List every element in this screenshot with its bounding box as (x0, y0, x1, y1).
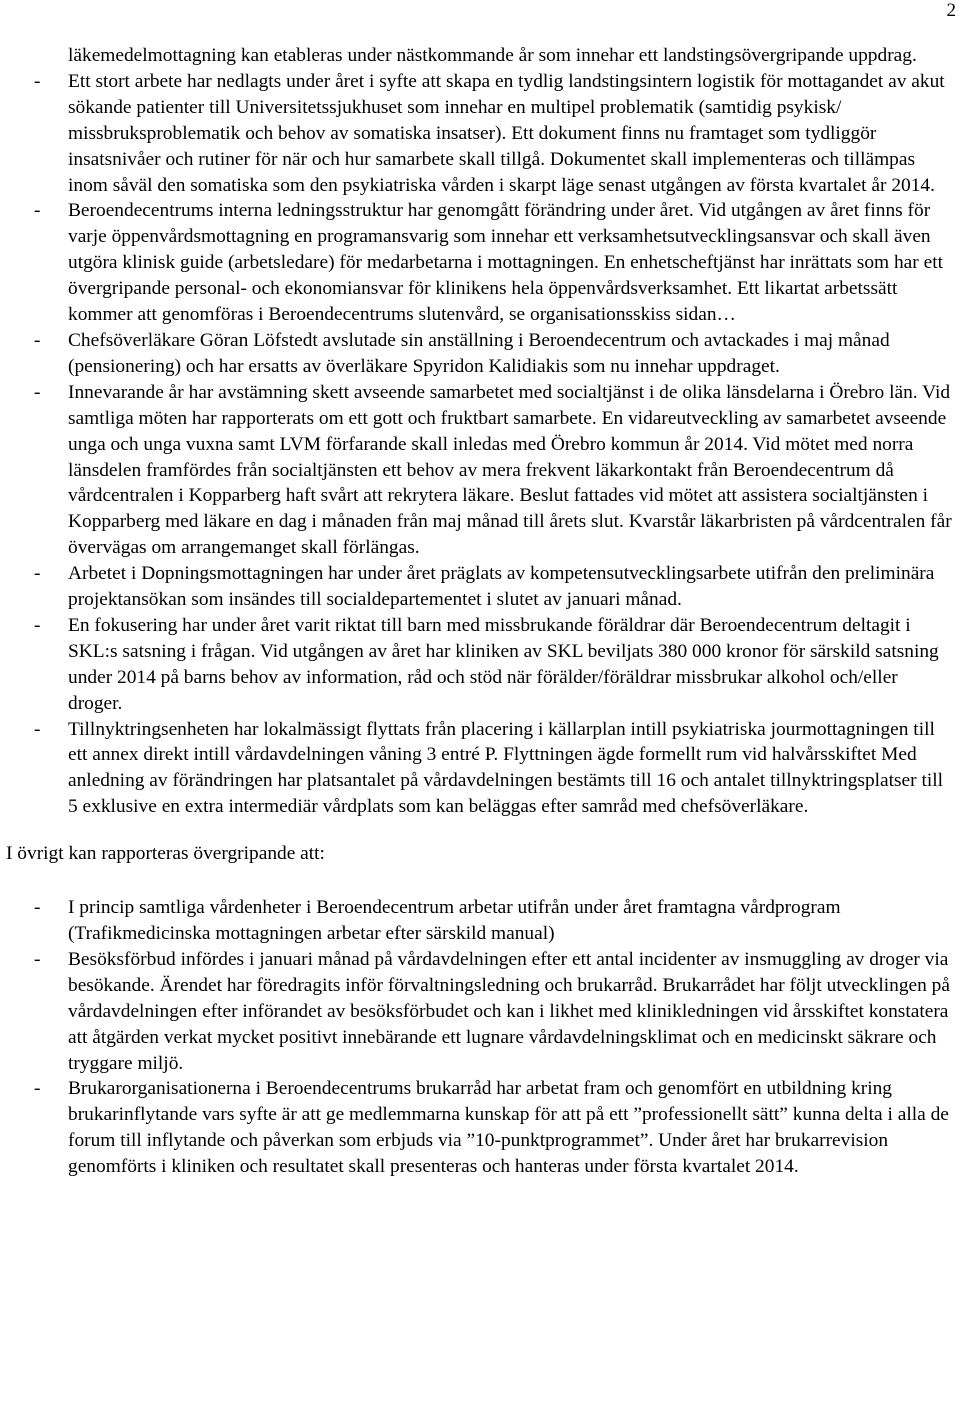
list-item-text: Brukarorganisationerna i Beroendecentrums brukarråd har arbetat fram och genomfört en utbildning kring brukarinflytande vars syfte är att ge medlemmarna kunskap för att på ett ”professionellt sätt” kunna delta i alla de forum till inflytande och påverkan som erbjuds via ”10-punktprogrammet”. Under året har brukarrevision genomförts i kliniken och resultatet skall presenteras och hanteras under första kvartalet 2014. (68, 1078, 949, 1178)
list-item-text: Chefsöverläkare Göran Löfstedt avslutade sin anställning i Beroendecentrum och avtackades i maj månad (pensionering) och har ersatts av överläkare Spyridon Kalidiakis som nu innehar uppdraget. (68, 329, 890, 377)
list-item-text: Tillnyktringsenheten har lokalmässigt flyttats från placering i källarplan intill psykiatriska jourmottagningen till ett annex direkt intill vårdavdelningen våning 3 entré P. Flyttningen ägde formellt rum vid halvårsskiftet Med anledning av förändringen har platsantalet på vårdavdelningen bestämts till 16 och antalet tillnyktringsplatser till 5 exklusive en extra intermediär vårdplats som kan beläggas efter samråd med chefsöverläkare. (68, 718, 944, 818)
bullet-dash: - (34, 329, 41, 351)
bullet-dash: - (34, 563, 41, 585)
bullet-dash: - (34, 200, 41, 222)
list-item-text: Innevarande år har avstämning skett avseende samarbetet med socialtjänst i de olika länsdelarna i Örebro län. Vid samtliga möten har rapporterats om ett gott och fruktbart samarbete. En vidareutveckling av samarbetet avseende unga och unga vuxna samt LVM förfarande skall inledas med Örebro kommun år 2014. Vid mötet med norra länsdelen framfördes från socialtjänsten ett behov av mera frekvent läkarkontakt från Beroendecentrum då vårdcentralen i Kopparberg haft svårt att rekrytera läkare. Beslut fattades vid mötet att assistera socialtjänsten i Kopparberg med läkare en dag i månaden från maj månad till årets slut. Kvarstår läkarbristen på vårdcentralen får övervägas om arrangemanget skall förlängas. (68, 381, 952, 559)
list-item (0, 947, 952, 1077)
document-body (0, 43, 960, 1180)
list-item-text: En fokusering har under året varit riktat till barn med missbrukande föräldrar där Beroendecentrum deltagit i SKL:s satsning i frågan. Vid utgången av året har kliniken av SKL beviljats 380 000 kronor för särskild satsning under 2014 på barns behov av information, råd och stöd när förälder/föräldrar missbrukar alkohol och/eller droger. (68, 614, 939, 714)
continued-paragraph: läkemedelmottagning kan etableras under nästkommande år som innehar ett landstingsövergripande uppdrag. (68, 45, 917, 66)
list-item-text: Beroendecentrums interna ledningsstruktur har genomgått förändring under året. Vid utgången av året finns för varje öppenvårdsmottagning en programansvarig som innehar ett verksamhetsutvecklingsansvar och skall även utgöra klinisk guide (arbetsledare) för medarbetarna i mottagningen. En enhetscheftjänst har inrättats som har ett övergripande personal- och ekonomiansvar för klinikens hela öppenvårdsverksamhet. Ett likartat arbetssätt kommer att genomföras i Beroendecentrums slutenvård, se organisationsskiss sidan… (68, 200, 943, 326)
bullet-dash: - (34, 1078, 41, 1100)
list-item-text: I princip samtliga vårdenheter i Beroendecentrum arbetar utifrån under året framtagna vårdprogram (Trafikmedicinska mottagningen arbetar efter särskild manual) (68, 897, 841, 944)
bullet-dash: - (34, 948, 41, 970)
list-item (0, 380, 952, 561)
bullet-dash: - (34, 381, 41, 403)
section-heading: I övrigt kan rapporteras övergripande att: (6, 843, 325, 865)
list-item (0, 561, 952, 613)
list-item (0, 613, 952, 717)
bullet-list-2 (0, 895, 960, 1180)
list-item-text: Ett stort arbete har nedlagts under året i syfte att skapa en tydlig landstingsintern logistik för mottagandet av akut sökande patienter till Universitetssjukhuset som innehar en multipel problematik (samtidig psykisk/ missbruksproblematik och behov av somatiska insatser). Ett dokument finns nu framtaget som tydliggör insatsnivåer och rutiner för när och hur samarbete skall tillgå. Dokumentet skall implementeras och tillämpas inom såväl den somatiska som den psykiatriska vården i skarpt läge senast utgången av första kvartalet år 2014. (68, 70, 945, 196)
list-item (0, 895, 952, 947)
list-item (0, 328, 952, 380)
list-item-text: Arbetet i Dopningsmottagningen har under året präglats av kompetensutvecklingsarbete utifrån den preliminära projektansökan som insändes till socialdepartementet i slutet av januari månad. (68, 563, 935, 611)
bullet-dash: - (34, 614, 41, 636)
list-item (0, 69, 952, 199)
bullet-list-1 (0, 69, 960, 820)
page-number: 2 (946, 0, 956, 21)
list-item-text: Besöksförbud infördes i januari månad på vårdavdelningen efter ett antal incidenter av insmuggling av droger via besökande. Ärendet har föredragits inför förvaltningsledning och brukarråd. Brukarrådet har följt utvecklingen på vårdavdelningen efter införandet av besöksförbudet och kan i likhet med klinikledningen vid årsskiftet konstatera att åtgärden verkat mycket positivt innebärande ett lugnare vårdavdelningsklimat och en medicinskt säkrare och tryggare miljö. (68, 948, 950, 1074)
list-item (0, 1076, 952, 1180)
bullet-dash: - (34, 718, 41, 740)
list-item (0, 717, 952, 821)
bullet-dash: - (34, 897, 41, 919)
list-item (0, 198, 952, 328)
bullet-dash: - (34, 70, 41, 92)
